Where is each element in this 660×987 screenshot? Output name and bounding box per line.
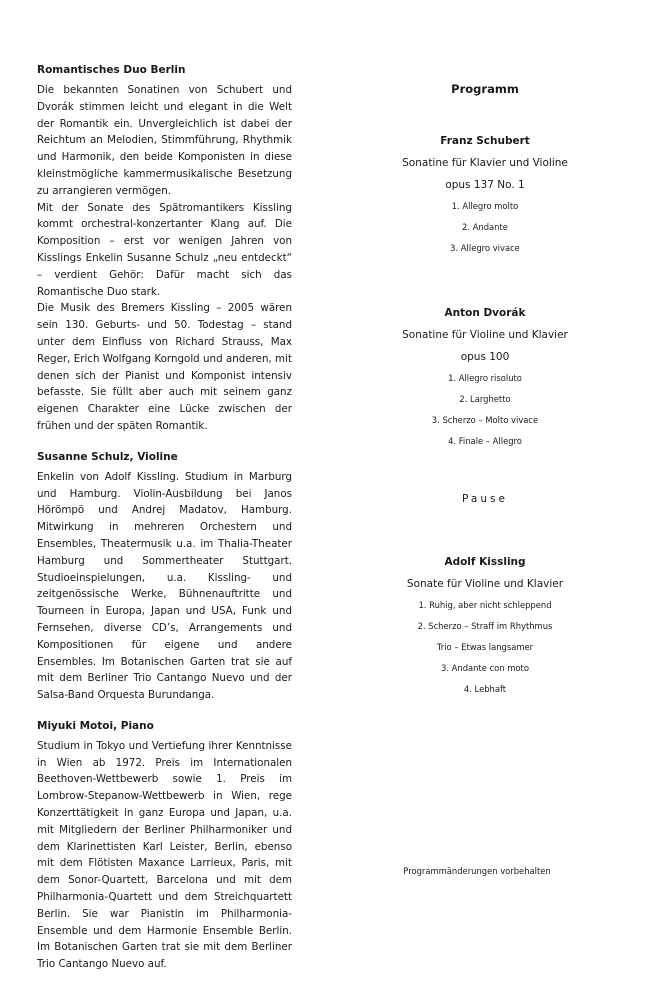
movement: 4. Finale – Allegro bbox=[448, 436, 522, 446]
movement: 2. Scherzo – Straff im Rhythmus bbox=[417, 621, 553, 631]
work-opus: opus 137 No. 1 bbox=[445, 179, 525, 191]
section-heading: Susanne Schulz, Violine bbox=[37, 450, 178, 463]
section-heading: Romantisches Duo Berlin bbox=[37, 64, 186, 76]
program-title: Programm bbox=[451, 82, 519, 96]
section-violin bbox=[37, 449, 292, 704]
paragraph: Studium in Tokyo und Vertiefung ihrer Kenntnisse in Wien ab 1972. Preis im Internationalen Beethoven-Wettbewerb sowie 1. Preis im Lombrow-Stepanow-Wettbewerb in Wien, rege Konzerttätigkeit in ganz Europa und Japan, u.a. mit Mitgliedern der Berliner Philharmoniker und dem Klarinettisten Karl Leister, Berlin, ebenso mit dem Flötisten Maxance Larrieux, Paris, mit dem Sonor-Quartett, Barcelona und mit dem Philharmonia-Quartett und dem Streichquartett Berlin. Sie war Pianistin im Philharmonia-Ensemble und dem Harmonie Ensemble Berlin. Im Botanischen Garten trat sie mit dem Berliner Trio Cantango Nuevo auf. bbox=[37, 739, 292, 971]
program-column bbox=[380, 78, 590, 700]
movement: 3. Scherzo – Molto vivace bbox=[431, 415, 539, 425]
section-heading: Miyuki Motoi, Piano bbox=[37, 719, 154, 732]
movement: 2. Andante bbox=[462, 222, 508, 232]
paragraph: Die Musik des Bremers Kissling – 2005 wären sein 130. Geburts- und 50. Todestag – stand unter dem Einfluss von Richard Strauss, Max Reger, Erich Wolfgang Korngold und anderen, mit denen sich der Pianist und Komponist intensiv befasste. Sie füllt aber auch mit seinem ganz eigenen Charakter eine Lücke zwischen der frühen und der späten Romantik. bbox=[37, 302, 292, 432]
movement: 1. Ruhig, aber nicht schleppend bbox=[418, 600, 552, 610]
left-column bbox=[37, 62, 292, 987]
movement: 4. Lebhaft bbox=[463, 684, 507, 694]
program-footer-note: Programmänderungen vorbehalten bbox=[403, 866, 551, 876]
work-opus: opus 100 bbox=[460, 351, 510, 363]
movement: 3. Andante con moto bbox=[441, 663, 529, 673]
paragraph: Mit der Sonate des Spätromantikers Kissling kommt orchestral-konzertanter Klang auf. Die Komposition – erst vor wenigen Jahren von Kisslings Enkelin Susanne Schulz „neu entdeckt“ – verdient Gehör: Dafür macht sich das Romantische Duo stark. bbox=[37, 201, 292, 298]
pause-label: Pause bbox=[462, 493, 508, 505]
work-title: Sonatine für Klavier und Violine bbox=[402, 157, 568, 169]
movement: 1. Allegro molto bbox=[451, 201, 519, 211]
work-title: Sonatine für Violine und Klavier bbox=[402, 329, 568, 341]
work-title: Sonate für Violine und Klavier bbox=[406, 578, 564, 590]
movement: 3. Allegro vivace bbox=[450, 243, 520, 253]
composer-name: Franz Schubert bbox=[440, 135, 530, 147]
paragraph: Die bekannten Sonatinen von Schubert und Dvorák stimmen leicht und elegant in die Welt der Romantik ein. Unvergleichlich ist dabei der Reichtum an Melodien, Stimmführung, Rhythmik und Harmonik, den beide Komponisten in diese kleinstmögliche kammermusikalische Besetzung zu arrangieren vermögen. bbox=[37, 84, 292, 197]
movement: 1. Allegro risoluto bbox=[448, 373, 522, 383]
movement: 2. Larghetto bbox=[459, 394, 511, 404]
paragraph: Enkelin von Adolf Kissling. Studium in Marburg und Hamburg. Violin-Ausbildung bei Janos Hörömpö und Andrej Madatov, Hamburg. Mitwirkung in mehreren Orchestern und Ensembles, Theatermusik u.a. im Thalia-Theater Hamburg und Sommertheater Stuttgart. Studioeinspielungen, u.a. Kissling- und zeitgenössische Werke, Bühnenauftritte und Tourneen in Europa, Japan und USA, Funk und Fernsehen, diverse CD’s, Arrangements und Kompositionen für eigene und andere Ensembles. Im Botanischen Garten trat sie auf mit dem Berliner Trio Cantango Nuevo und der Salsa-Band Orquesta Burundanga. bbox=[37, 470, 292, 702]
composer-name: Anton Dvorák bbox=[444, 307, 526, 319]
composer-name: Adolf Kissling bbox=[444, 556, 526, 568]
section-duo bbox=[37, 62, 292, 435]
section-piano bbox=[37, 718, 292, 973]
movement: Trio – Etwas langsamer bbox=[436, 642, 534, 652]
